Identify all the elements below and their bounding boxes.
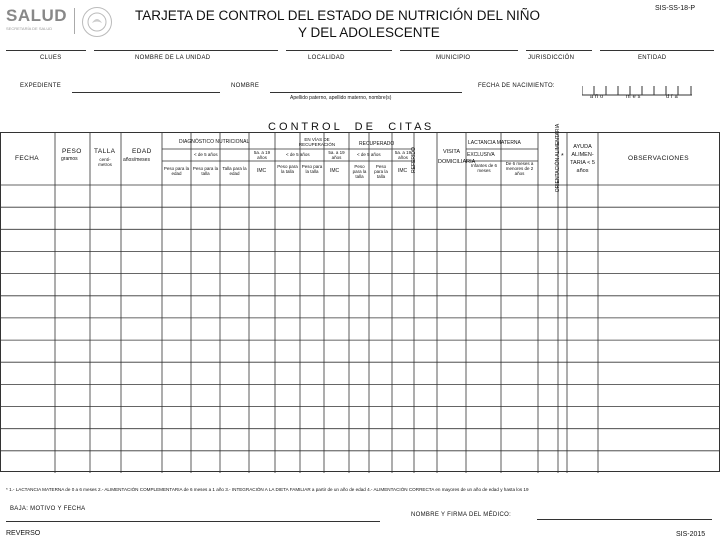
anio-label: año bbox=[590, 94, 606, 100]
expediente-field[interactable] bbox=[72, 92, 220, 93]
de5a19-header-2: 5a. a 19 años bbox=[328, 150, 345, 160]
referido-header: REFERIDO bbox=[410, 147, 417, 173]
nombre-field[interactable] bbox=[270, 92, 462, 93]
fecha-nac-label: FECHA DE NACIMIENTO: bbox=[478, 83, 555, 89]
municipio-label: MUNICIPIO bbox=[436, 55, 471, 61]
peso-talla-header: Peso para la talla bbox=[192, 166, 219, 176]
dia-label: día bbox=[666, 94, 680, 100]
logo bbox=[6, 6, 126, 36]
de6a24-header: De 6 meses a menores de 2 años bbox=[505, 161, 534, 176]
page-title-line1: TARJETA DE CONTROL DEL ESTADO DE NUTRICIÓN DEL NIÑO bbox=[135, 8, 541, 23]
clues-label: CLUES bbox=[40, 55, 62, 61]
firma-field[interactable] bbox=[537, 519, 712, 520]
reverso-label: REVERSO bbox=[6, 530, 41, 537]
envias-header: EN VÍAS DE RECUPERACIÓN bbox=[298, 137, 336, 147]
observaciones-header: OBSERVACIONES bbox=[628, 155, 689, 162]
peso-header: PESO bbox=[62, 148, 82, 155]
footnote: * 1.- LACTANCIA MATERNA de 0 a 6 meses 2.- ALIMENTACIÓN COMPLEMENTARIA de 6 meses a 1 año 3.- INTEGRACIÓN A LA DIETA FAMILIAR a partir de un año de edad 4.- ALIMENTACIÓN CORRECTA en mayores de un año de edad y hasta los 19 bbox=[6, 487, 529, 492]
ayuda-header: AYUDA ALIMEN-TARIA < 5 años bbox=[570, 144, 595, 174]
jurisdiccion-label: JURISDICCIÓN bbox=[528, 55, 575, 61]
page-title-line2: Y DEL ADOLESCENTE bbox=[298, 25, 440, 40]
eagle-seal-icon bbox=[82, 7, 112, 37]
de5a19-header-1: 5a. a 19 años bbox=[253, 150, 271, 160]
entidad-label: ENTIDAD bbox=[638, 55, 667, 61]
form-code: SIS-SS-18-P bbox=[655, 5, 696, 12]
visita-header: VISITA DOMICILIARIA bbox=[438, 149, 476, 165]
logo-divider bbox=[74, 8, 75, 34]
talla-edad-header: Talla para la edad bbox=[222, 166, 247, 176]
nombre-label: NOMBRE bbox=[231, 83, 260, 89]
baja-label: BAJA: MOTIVO Y FECHA bbox=[10, 506, 86, 512]
peso-talla-env-a: Peso para la talla bbox=[277, 164, 298, 174]
section-title: C O N T R O L D E C I T A S bbox=[268, 121, 432, 133]
talla-unit: centí-metros bbox=[98, 157, 112, 167]
talla-header: TALLA bbox=[94, 148, 116, 155]
diag-header: DIAGNÓSTICO NUTRICIONAL bbox=[179, 139, 250, 145]
recuperado-header: RECUPERADO bbox=[359, 141, 395, 147]
firma-label: NOMBRE Y FIRMA DEL MÉDICO: bbox=[411, 512, 512, 518]
imc-header-3: IMC bbox=[398, 168, 408, 174]
peso-unit: gramos bbox=[61, 156, 78, 162]
localidad-label: LOCALIDAD bbox=[308, 55, 345, 61]
imc-header-2: IMC bbox=[330, 168, 340, 174]
asterisk-mark: * bbox=[561, 153, 564, 160]
menor5-header-3: < de 5 años bbox=[357, 152, 381, 157]
expediente-label: EXPEDIENTE bbox=[20, 83, 62, 89]
peso-talla-env-b: Peso para la talla bbox=[301, 164, 323, 174]
orientacion-header: ORIENTACIÓN ALIMENTARIA bbox=[555, 123, 562, 193]
year-label: SIS-2015 bbox=[676, 531, 706, 538]
unidad-label: NOMBRE DE LA UNIDAD bbox=[135, 55, 211, 61]
baja-field[interactable] bbox=[6, 521, 380, 522]
mes-label: mes bbox=[626, 94, 643, 100]
menor5-header-1: < de 5 años bbox=[194, 152, 218, 157]
menores6-header: Infantes de 6 meses bbox=[470, 163, 498, 173]
peso-edad-header: Peso para la edad bbox=[163, 166, 190, 176]
menor5-header-2: < de 5 años bbox=[286, 152, 310, 157]
peso-talla-rec-a: Peso para la talla bbox=[352, 164, 367, 179]
de5a19-header-3: 5a. a 19 años bbox=[394, 150, 412, 160]
edad-header: EDAD bbox=[132, 148, 152, 155]
nombre-hint: Apellido paterno, apellido materno, nombre(s) bbox=[290, 95, 392, 101]
peso-talla-rec-b: Peso para la talla bbox=[374, 164, 388, 179]
lactancia-header: LACTANCIA MATERNA bbox=[468, 140, 521, 146]
fecha-nac-boxes[interactable] bbox=[582, 83, 692, 92]
imc-header-1: IMC bbox=[257, 168, 267, 174]
exclusiva-header: EXCLUSIVA bbox=[467, 152, 495, 158]
logo-text: SALUD bbox=[6, 6, 68, 25]
fecha-header: FECHA bbox=[15, 155, 40, 162]
logo-subtext: SECRETARÍA DE SALUD bbox=[6, 26, 53, 31]
edad-unit: años/meses bbox=[123, 157, 150, 163]
